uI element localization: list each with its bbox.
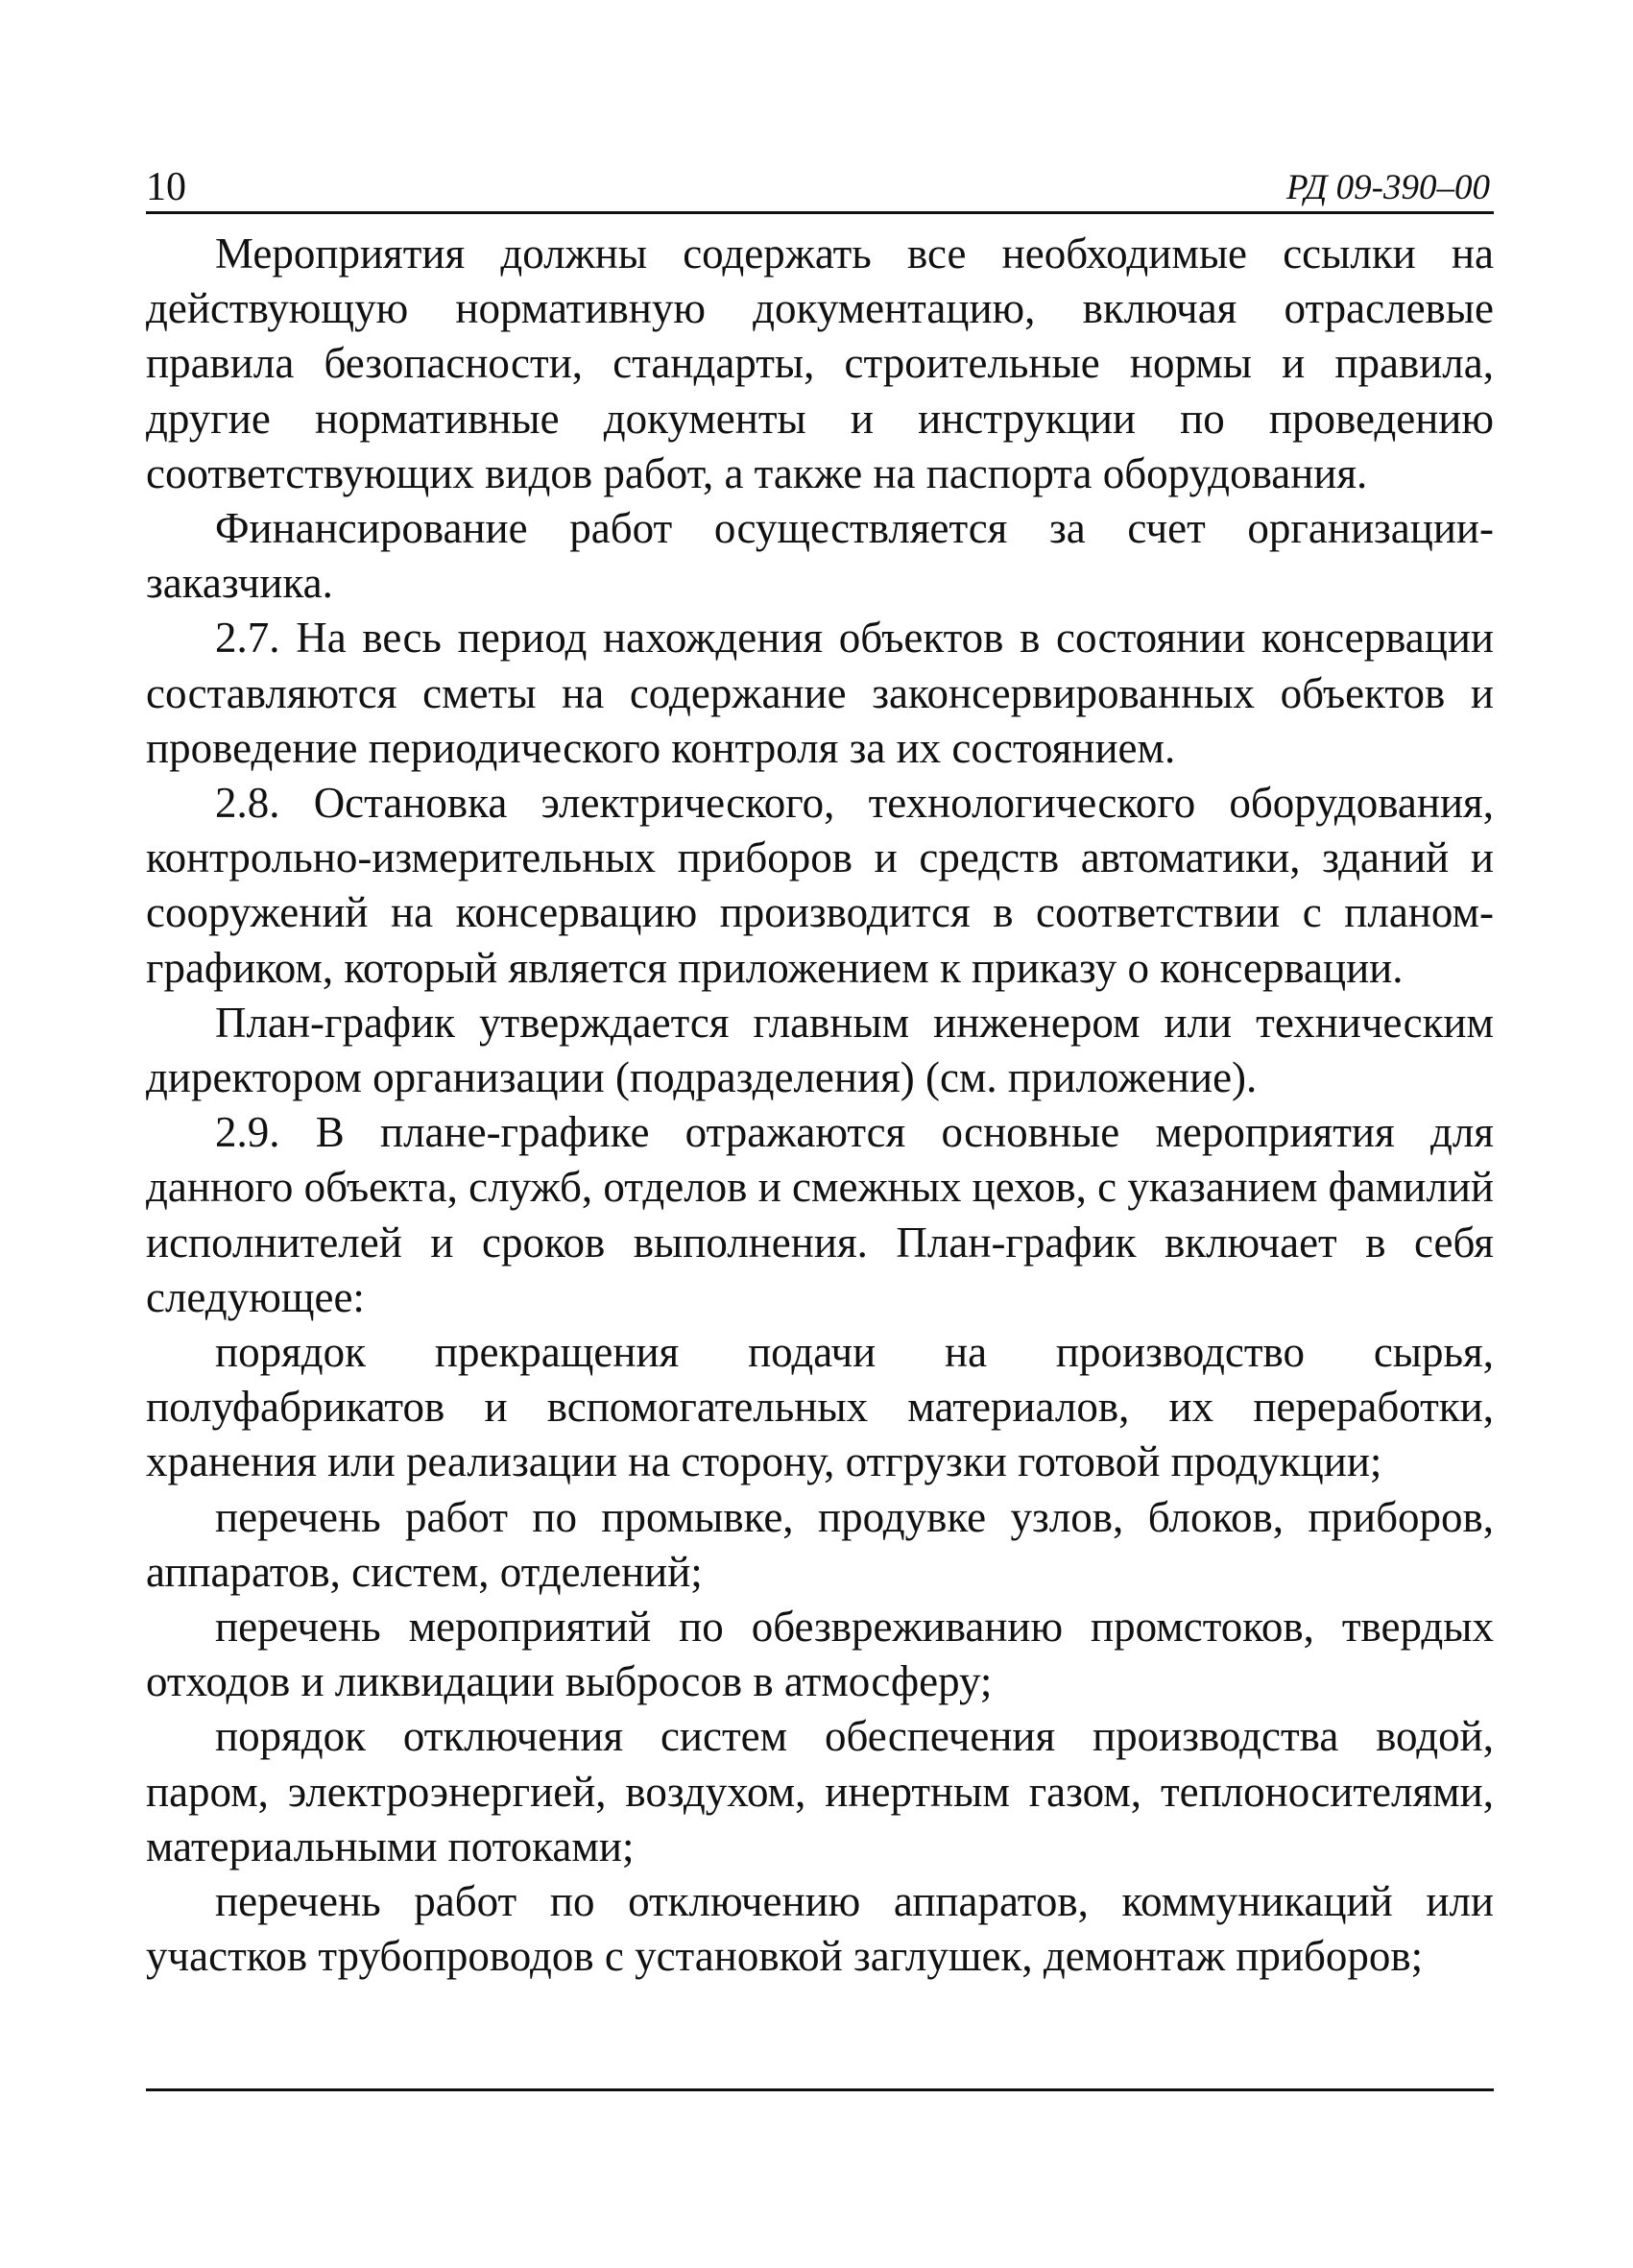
body-text xyxy=(146,227,1494,1985)
list-item: перечень работ по отключению аппаратов, коммуникаций или участков трубопроводов с установкой заглушек, демонтаж приборов; xyxy=(146,1877,1494,1981)
paragraph: 2.9. В плане-графике отражаются основные мероприятия для данного объекта, служб, отделов и смежных цехов, с указанием фамилий исполнителей и сроков выполнения. План-график включает в себя следующее: xyxy=(146,1108,1494,1321)
list-item: перечень работ по промывке, продувке узлов, блоков, приборов, аппаратов, систем, отделений; xyxy=(146,1492,1494,1596)
footer-divider xyxy=(146,2088,1494,2091)
page-number: 10 xyxy=(146,165,186,209)
page-header xyxy=(146,154,1494,214)
paragraph: Мероприятия должны содержать все необходимые ссылки на действующую нормативную документацию, включая отраслевые правила безопасности, стандарты, строительные нормы и правила, другие нормативные документы и инструкции по проведению соответствующих видов работ, а также на паспорта оборудования. xyxy=(146,229,1494,497)
list-item: перечень мероприятий по обезвреживанию промстоков, твердых отходов и ликвидации выбросов в атмосферу; xyxy=(146,1603,1494,1706)
paragraph: Финансирование работ осуществляется за счет организации-заказчика. xyxy=(146,504,1494,608)
list-item: порядок отключения систем обеспечения производства водой, паром, электроэнергией, воздухом, инертным газом, теплоносителями, материальными потоками; xyxy=(146,1712,1494,1870)
paragraph: 2.8. Остановка электрического, технологического оборудования, контрольно-измерительных приборов и средств автоматики, зданий и сооружений на консервацию производится в соответствии с планом-графиком, который является приложением к приказу о консервации. xyxy=(146,779,1494,992)
document-code: РД 09-390–00 xyxy=(1285,168,1490,207)
paragraph: План-график утверждается главным инженером или техническим директором организации (подразделения) (см. приложение). xyxy=(146,998,1494,1102)
paragraph: 2.7. На весь период нахождения объектов в состоянии консервации составляются сметы на содержание законсервированных объектов и проведение периодического контроля за их состоянием. xyxy=(146,614,1494,772)
list-item: порядок прекращения подачи на производство сырья, полуфабрикатов и вспомогательных материалов, их переработки, хранения или реализации на сторону, отгрузки готовой продукции; xyxy=(146,1328,1494,1486)
